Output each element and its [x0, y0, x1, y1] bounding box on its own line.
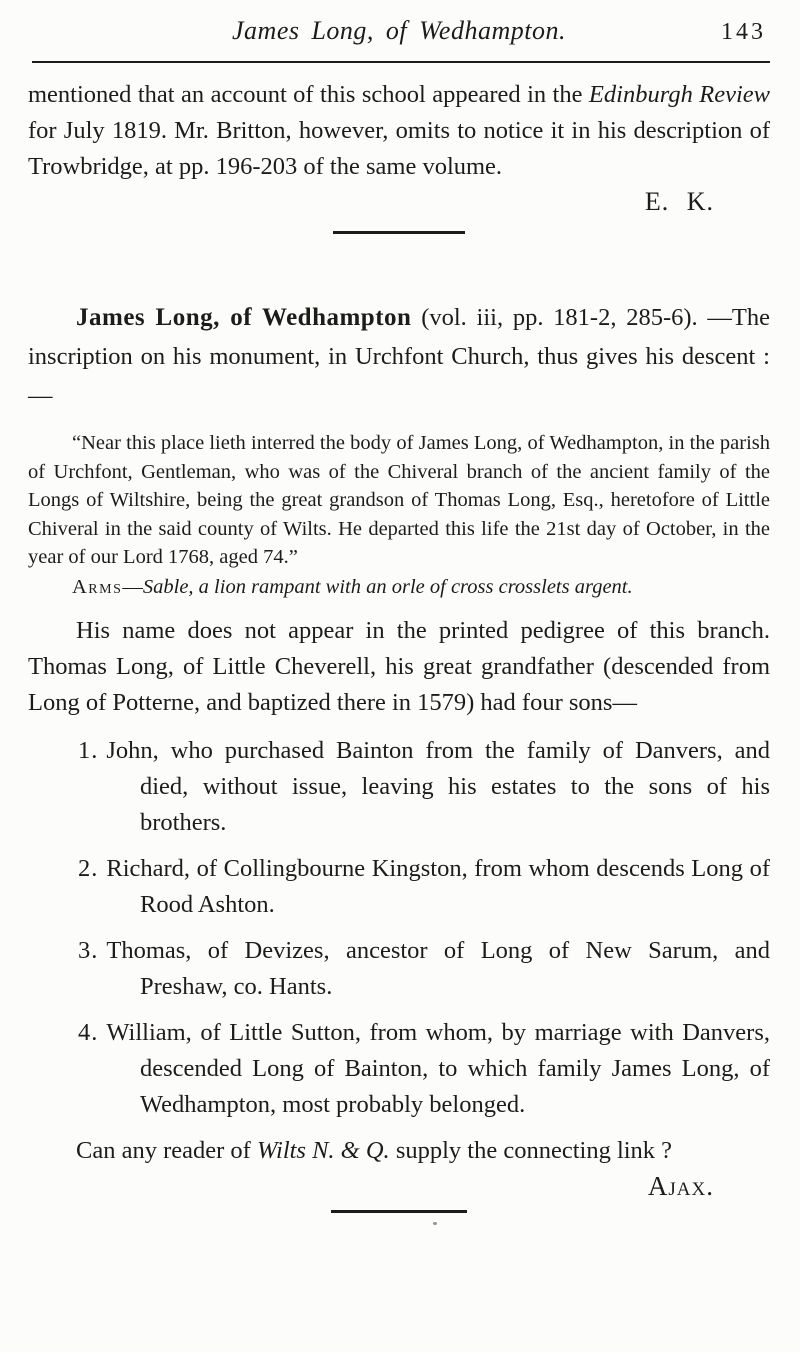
list-item-number: 1.: [78, 737, 99, 764]
article-heading-paragraph: [28, 298, 770, 415]
list-item-son-3: [78, 933, 770, 1005]
list-item-text: William, of Little Sutton, from whom, by marriage with Danvers, descended Long of Bainton, to which family James Long, of Wedhampton, most probably belonged.: [106, 1019, 770, 1118]
arms-blazon-line: [28, 573, 770, 602]
pedigree-paragraph: His name does not appear in the printed pedigree of this branch. Thomas Long, of Little Cheverell, his great grandfather (descended from Long of Potterne, and baptized there in 1579) had four sons—: [28, 617, 770, 716]
article-title: James Long, of Wedhampton: [76, 304, 412, 331]
signature-ajax: Ajax.: [647, 1171, 714, 1201]
query-paragraph: [28, 1133, 770, 1169]
sons-list: [28, 733, 770, 1123]
list-item-son-2: [78, 851, 770, 923]
arms-blazon: Sable, a lion rampant with an orle of cross crosslets argent.: [142, 575, 633, 598]
arms-label: Arms: [72, 575, 123, 598]
list-item-number: 3.: [78, 937, 99, 964]
article-lead-in: —The inscription on his monument, in Urchfont Church, thus gives his descent :—: [28, 304, 770, 409]
paragraph-school-account-text: mentioned that an account of this school appeared in the: [28, 81, 589, 108]
wilts-nq-title: Wilts N. & Q.: [256, 1137, 390, 1164]
signature-e-k: E. K.: [644, 187, 714, 216]
list-item-number: 4.: [78, 1019, 99, 1046]
list-item-son-4: [78, 1015, 770, 1123]
edinburgh-review-title: Edinburgh Review: [588, 81, 770, 108]
list-item-text: Thomas, of Devizes, ancestor of Long of New Sarum, and Preshaw, co. Hants.: [106, 937, 770, 1000]
running-title: James Long, of Wedhampton.: [232, 16, 566, 45]
end-divider: [331, 1210, 467, 1213]
monument-inscription: “Near this place lieth interred the body of James Long, of Wedhampton, in the parish of Urchfont, Gentleman, who was of the Chiveral branch of the ancient family of the Longs of Wiltshire, being the great grandson of Thomas Long, Esq., heretofore of Little Chiveral in the said county of Wilts. He departed this life the 21st day of October, in the year of our Lord 1768, aged 74.”: [28, 432, 770, 568]
article-volume-reference: (vol. iii, pp. 181-2, 285-6).: [411, 304, 708, 331]
list-item-text: John, who purchased Bainton from the family of Danvers, and died, without issue, leaving his estates to the sons of his brothers.: [106, 737, 770, 836]
running-header: [28, 16, 770, 52]
paragraph-school-account-rest: for July 1819. Mr. Britton, however, omits to notice it in his description of Trowbridge, at pp. 196-203 of the same volume.: [28, 117, 770, 180]
section-spacer: [28, 234, 770, 282]
list-item-son-1: [78, 733, 770, 841]
header-rule-divider: [32, 61, 770, 63]
ink-speck: [433, 1222, 437, 1225]
list-item-text: Richard, of Collingbourne Kingston, from whom descends Long of Rood Ashton.: [106, 855, 770, 918]
query-text-rest: supply the connecting link ?: [389, 1137, 673, 1164]
list-item-number: 2.: [78, 855, 99, 882]
arms-dash: —: [122, 575, 143, 598]
paragraph-school-account: [28, 77, 770, 185]
query-text: Can any reader of: [76, 1137, 257, 1164]
page-number: 143: [721, 19, 766, 45]
